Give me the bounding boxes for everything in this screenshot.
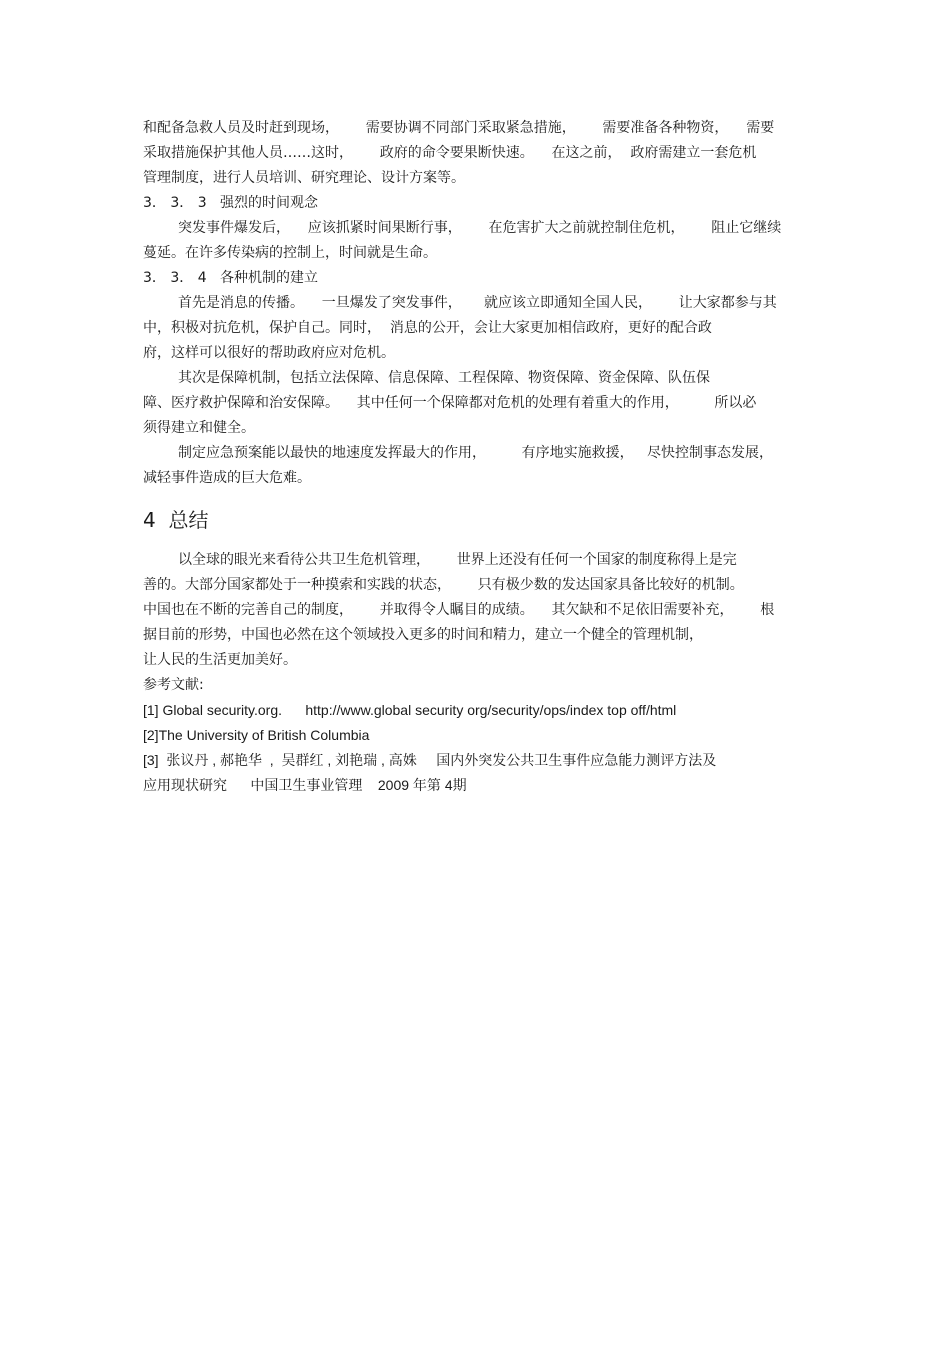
text-line: 中，积极对抗危机，保护自己。同时， 消息的公开，会让大家更加相信政府，更好的配合政 <box>143 320 712 336</box>
paragraph-guarantee-mechanism <box>143 366 808 441</box>
reference-item: 应用现状研究 中国卫生事业管理 2009 年第 4期 <box>143 777 467 793</box>
text-line: 善的。大部分国家都处于一种摸索和实践的状态， 只有极少数的发达国家具备比较好的机制。 <box>143 577 744 593</box>
text-line: 管理制度，进行人员培训、研究理论、设计方案等。 <box>143 170 465 186</box>
text-line: 突发事件爆发后， 应该抓紧时间果断行事， 在危害扩大之前就控制住危机， 阻止它继续 <box>178 220 782 236</box>
paragraph-summary <box>143 548 808 673</box>
text-line: 减轻事件造成的巨大危难。 <box>143 470 311 486</box>
paragraph-emergency-plan <box>143 441 808 491</box>
references-section <box>143 673 808 798</box>
text-line: 府，这样可以很好的帮助政府应对危机。 <box>143 345 395 361</box>
text-line: 首先是消息的传播。 一旦爆发了突发事件， 就应该立即通知全国人民， 让大家都参与其 <box>178 295 777 311</box>
section-heading-3-3-4: 3． 3． 4 各种机制的建立 <box>143 270 318 286</box>
text-line: 中国也在不断的完善自己的制度， 并取得令人瞩目的成绩。 其欠缺和不足依旧需要补充， 根 <box>143 602 775 618</box>
text-line: 和配备急救人员及时赶到现场， 需要协调不同部门采取紧急措施， 需要准备各种物资， 需要 <box>143 120 775 136</box>
section-heading-4-summary: 4 总结 <box>143 508 209 532</box>
document-page <box>143 116 808 798</box>
text-line: 据目前的形势，中国也必然在这个领域投入更多的时间和精力，建立一个健全的管理机制， <box>143 627 703 643</box>
paragraph-time-concept <box>143 216 808 266</box>
references-label: 参考文献: <box>143 677 204 693</box>
text-line: 其次是保障机制，包括立法保障、信息保障、工程保障、物资保障、资金保障、队伍保 <box>178 370 710 386</box>
paragraph-message-spread <box>143 291 808 366</box>
text-line: 制定应急预案能以最快的地速度发挥最大的作用， 有序地实施救援， 尽快控制事态发展， <box>178 445 773 461</box>
text-line: 障、医疗救护保障和治安保障。 其中任何一个保障都对危机的处理有着重大的作用， 所以必 <box>143 395 757 411</box>
section-heading-3-3-3: 3． 3． 3 强烈的时间观念 <box>143 195 318 211</box>
reference-item: [3] 张议丹 , 郝艳华 , 吴群红 , 刘艳瑞 , 高姝 国内外突发公共卫生事件应急能力测评方法及 <box>143 752 717 768</box>
text-line: 让人民的生活更加美好。 <box>143 652 297 668</box>
text-line: 须得建立和健全。 <box>143 420 255 436</box>
paragraph-emergency-response <box>143 116 808 191</box>
text-line: 以全球的眼光来看待公共卫生危机管理， 世界上还没有任何一个国家的制度称得上是完 <box>178 552 737 568</box>
reference-item: [1] Global security.org. http://www.global security org/security/ops/index top off/html <box>143 702 677 718</box>
text-line: 采取措施保护其他人员……这时， 政府的命令要果断快速。 在这之前， 政府需建立一套危机 <box>143 145 757 161</box>
reference-item: [2]The University of British Columbia <box>143 727 370 743</box>
text-line: 蔓延。在许多传染病的控制上，时间就是生命。 <box>143 245 437 261</box>
